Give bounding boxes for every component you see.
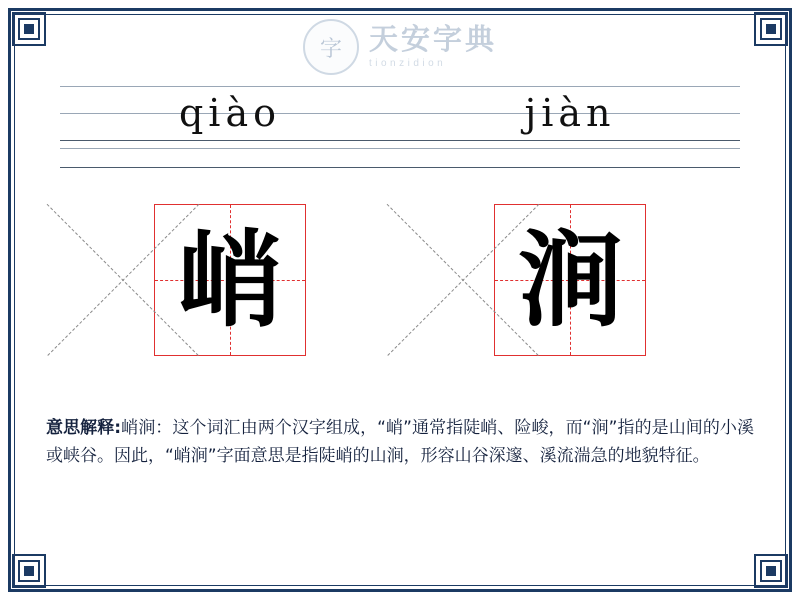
tianzige-box-1 — [154, 204, 306, 356]
logo-subtitle: tionzidion — [368, 58, 447, 69]
staff-line-5 — [60, 167, 740, 168]
logo-glyph: 字 — [319, 36, 342, 62]
pinyin-staff — [60, 86, 740, 168]
explanation-label: 意思解释: — [46, 418, 122, 438]
corner-ornament-bottom-left — [12, 554, 46, 588]
pinyin-row — [60, 86, 740, 140]
staff-line-3 — [60, 140, 740, 141]
logo-title: 天安字典 — [368, 22, 497, 56]
corner-ornament-top-right — [754, 12, 788, 46]
character-grid-row — [60, 200, 740, 360]
explanation-text: 峭涧：这个词汇由两个汉字组成，“峭”通常指陡峭、险峻，而“涧”指的是山间的小溪或峡谷。因此，“峭涧”字面意思是指陡峭的山涧，形容山谷深邃、溪流湍急的地貌特征。 — [46, 418, 754, 466]
pinyin-cell-2: jiàn — [524, 91, 616, 135]
corner-ornament-top-left — [12, 12, 46, 46]
pinyin-cell-1: qiào — [178, 91, 281, 135]
character-cell-2 — [400, 200, 740, 360]
explanation-block — [46, 415, 754, 470]
corner-ornament-bottom-right — [754, 554, 788, 588]
tianzige-box-2 — [494, 204, 646, 356]
character-glyph-2: 涧 — [517, 219, 622, 341]
staff-line-4 — [60, 148, 740, 149]
character-glyph-1: 峭 — [177, 219, 282, 341]
character-cell-1 — [60, 200, 400, 360]
